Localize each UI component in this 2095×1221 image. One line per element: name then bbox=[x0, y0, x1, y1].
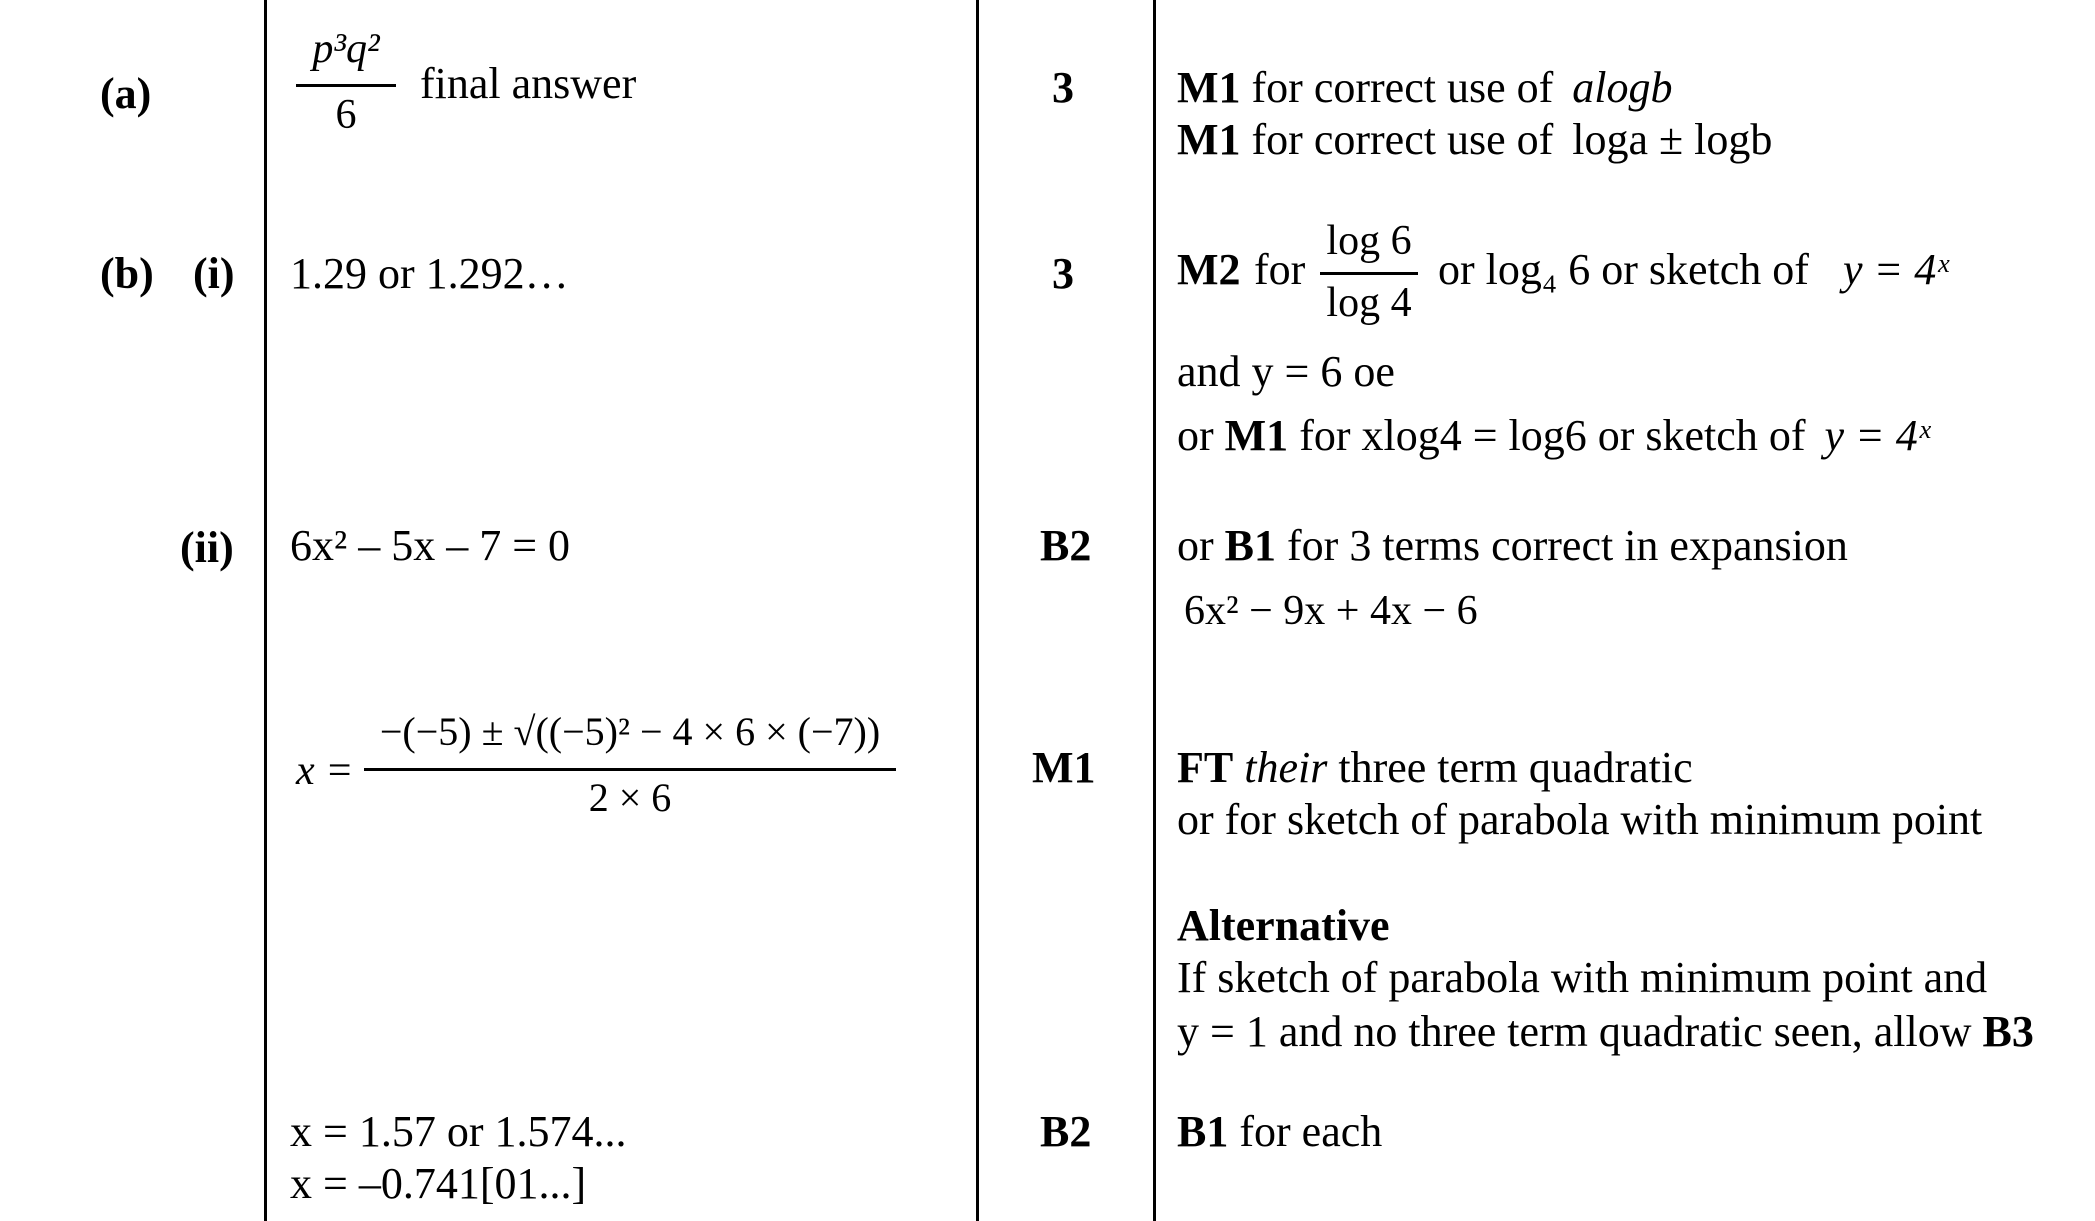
guidance-bii-line3: or for sketch of parabola with minimum point bbox=[1177, 795, 1983, 844]
guidance-bii-line2-their: their bbox=[1244, 743, 1328, 792]
guidance-a-line1-code: M1 bbox=[1177, 63, 1241, 112]
answer-a-fraction bbox=[296, 26, 396, 138]
guidance-a-line1-expr: alogb bbox=[1572, 63, 1673, 112]
guidance-bi-line1-code: M2 bbox=[1177, 245, 1241, 294]
guidance-bii-line4 bbox=[1177, 1107, 1383, 1156]
guidance-bii-line1-or: or bbox=[1177, 521, 1214, 570]
guidance-bii-line2-code: FT bbox=[1177, 743, 1234, 792]
guidance-bii-line2-text: three term quadratic bbox=[1338, 743, 1693, 792]
guidance-bi-line3-or: or bbox=[1177, 411, 1214, 460]
column-divider-3 bbox=[1153, 0, 1156, 1221]
answer-bii-formula-numerator: −(−5) ± √((−5)² − 4 × 6 × (−7)) bbox=[379, 709, 881, 754]
mark-bii-3: B2 bbox=[1040, 1107, 1092, 1156]
guidance-bi-line3-code: M1 bbox=[1224, 411, 1289, 460]
guidance-bii-line1-text: for 3 terms correct in expansion bbox=[1287, 521, 1848, 570]
part-label-a: (a) bbox=[100, 69, 152, 118]
mark-bi: 3 bbox=[1052, 249, 1074, 298]
alternative-line1: If sketch of parabola with minimum point and bbox=[1177, 953, 1988, 1002]
guidance-bi-line1-curve: y = 4ˣ bbox=[1843, 245, 1949, 294]
answer-bii-formula bbox=[364, 709, 896, 820]
guidance-a-line2 bbox=[1177, 115, 1773, 164]
answer-bi: 1.29 or 1.292… bbox=[290, 249, 569, 298]
mark-bii-1: B2 bbox=[1040, 521, 1092, 570]
guidance-bii-line1 bbox=[1177, 521, 1848, 570]
guidance-a-line2-expr: loga ± logb bbox=[1572, 115, 1773, 164]
alternative-heading: Alternative bbox=[1177, 901, 1390, 950]
answer-bii-equation: 6x² – 5x – 7 = 0 bbox=[290, 521, 571, 570]
guidance-bii-line4-code: B1 bbox=[1177, 1107, 1229, 1156]
guidance-bi-line1-for: for bbox=[1254, 245, 1306, 294]
guidance-bi-line2: and y = 6 oe bbox=[1177, 347, 1395, 396]
guidance-bi-line3-curve: y = 4ˣ bbox=[1824, 411, 1931, 460]
guidance-a-line1 bbox=[1177, 63, 1673, 112]
answer-bii-formula-denominator: 2 × 6 bbox=[588, 775, 672, 820]
answer-a-suffix: final answer bbox=[420, 59, 637, 108]
guidance-bi-fraction-den: log 4 bbox=[1326, 280, 1412, 326]
answer-a-fraction-bar bbox=[296, 84, 396, 87]
guidance-bi-fraction-num: log 6 bbox=[1326, 218, 1412, 264]
answer-a-numerator: p³q² bbox=[312, 26, 380, 72]
alternative-line2-text: y = 1 and no three term quadratic seen, allow bbox=[1177, 1007, 1972, 1056]
guidance-a-line1-text: for correct use of bbox=[1251, 63, 1554, 112]
part-label-ii: (ii) bbox=[180, 523, 234, 572]
guidance-bii-expansion: 6x² − 9x + 4x − 6 bbox=[1184, 588, 1478, 634]
guidance-a-line2-text: for correct use of bbox=[1251, 115, 1554, 164]
answer-bii-root1: x = 1.57 or 1.574... bbox=[290, 1107, 627, 1156]
guidance-bi-line1-rest: or log₄ 6 or sketch of bbox=[1438, 245, 1809, 294]
guidance-bi-line3 bbox=[1177, 411, 1931, 460]
column-divider-2 bbox=[976, 0, 979, 1221]
answer-bii-root2: x = –0.741[01...] bbox=[290, 1159, 587, 1208]
guidance-a-line2-code: M1 bbox=[1177, 115, 1241, 164]
part-label-b: (b) bbox=[100, 249, 154, 298]
guidance-bii-line2 bbox=[1177, 743, 1693, 792]
guidance-bi-line3-text: for xlog4 = log6 or sketch of bbox=[1299, 411, 1806, 460]
mark-a: 3 bbox=[1052, 63, 1074, 112]
mark-bii-2: M1 bbox=[1032, 743, 1096, 792]
guidance-bi-fraction-bar bbox=[1320, 272, 1418, 275]
guidance-bi-fraction bbox=[1320, 218, 1418, 326]
column-divider-1 bbox=[264, 0, 267, 1221]
answer-bii-formula-lhs: x = bbox=[296, 748, 354, 794]
guidance-bii-line1-code: B1 bbox=[1224, 521, 1277, 570]
part-label-i: (i) bbox=[193, 249, 235, 298]
answer-bii-formula-bar bbox=[364, 768, 896, 771]
answer-a-denominator: 6 bbox=[335, 92, 357, 138]
guidance-bii-line4-text: for each bbox=[1239, 1107, 1383, 1156]
alternative-line2 bbox=[1177, 1007, 2034, 1056]
alternative-line2-code: B3 bbox=[1982, 1007, 2034, 1056]
